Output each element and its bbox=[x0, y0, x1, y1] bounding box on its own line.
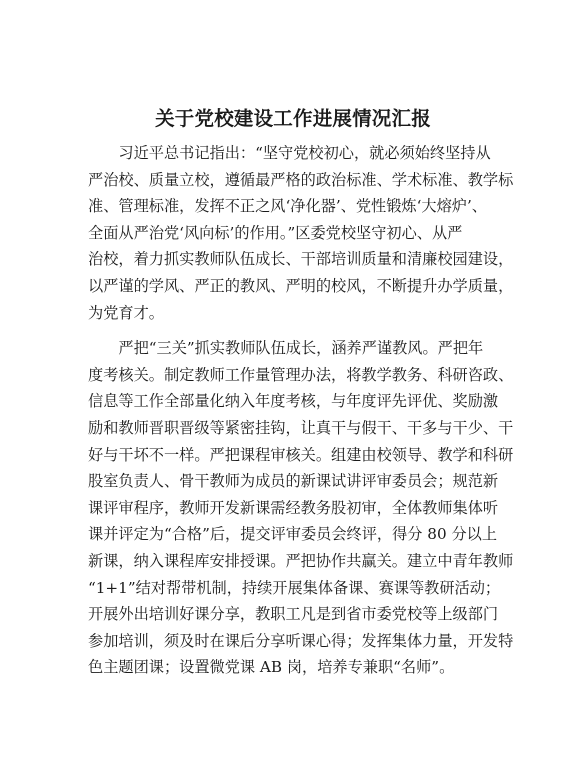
text-line: 信息等工作全部量化纳入年度考核，与年度评先评优、奖励激 bbox=[88, 392, 499, 411]
document-title: 关于党校建设工作进展情况汇报 bbox=[155, 107, 431, 130]
text-line: 股室负责人、骨干教师为成员的新课试讲评审委员会；规范新 bbox=[88, 472, 499, 491]
text-line: 严治校、质量立校，遵循最严格的政治标准、学术标准、教学标 bbox=[88, 170, 514, 189]
text-line: 习近平总书记指出：“坚守党校初心，就必须始终坚持从 bbox=[88, 144, 491, 162]
text-line: 课并评定为“合格”后，提交评审委员会终评，得分 80 分以上 bbox=[88, 525, 498, 544]
text-line: 励和教师晋职晋级等紧密挂钩，让真干与假干、干多与干少、干 bbox=[88, 418, 514, 437]
text-line: 开展外出培训好课分享，教职工凡是到省市委党校等上级部门 bbox=[88, 605, 499, 624]
paragraph-three-checks bbox=[88, 335, 514, 681]
text-line: 好与干坏不一样。严把课程审核关。组建由校领导、教学和科研 bbox=[88, 445, 514, 464]
text-line: 新课，纳入课程库安排授课。严把协作共赢关。建立中青年教师 bbox=[88, 551, 514, 570]
text-line: 色主题团课；设置微党课 AB 岗，培养专兼职“名师”。 bbox=[88, 658, 455, 677]
text-line: “1+1”结对帮带机制，持续开展集体备课、赛课等教研活动； bbox=[88, 578, 501, 597]
text-line: 度考核关。制定教师工作量管理办法，将教学教务、科研咨政、 bbox=[88, 365, 514, 384]
text-line: 治校，着力抓实教师队伍成长、干部培训质量和清廉校园建设， bbox=[88, 250, 514, 269]
text-line: 严把“三关”抓实教师队伍成长，涵养严谨教风。严把年 bbox=[88, 339, 484, 358]
document-body bbox=[88, 140, 514, 681]
text-line: 全面从严治党‘风向标’的作用。”区委党校坚守初心、从严 bbox=[88, 223, 463, 242]
text-line: 课评审程序，教师开发新课需经教务股初审，全体教师集体听 bbox=[88, 498, 499, 517]
text-line: 参加培训，须及时在课后分享听课心得；发挥集体力量，开发特 bbox=[88, 631, 514, 650]
text-line: 以严谨的学风、严正的教风、严明的校风，不断提升办学质量， bbox=[88, 276, 514, 295]
text-line: 准、管理标准，发挥不正之风‘净化器’、党性锻炼‘大熔炉’、 bbox=[88, 197, 487, 216]
paragraph-intro bbox=[88, 140, 514, 326]
text-line: 为党育才。 bbox=[88, 303, 164, 322]
